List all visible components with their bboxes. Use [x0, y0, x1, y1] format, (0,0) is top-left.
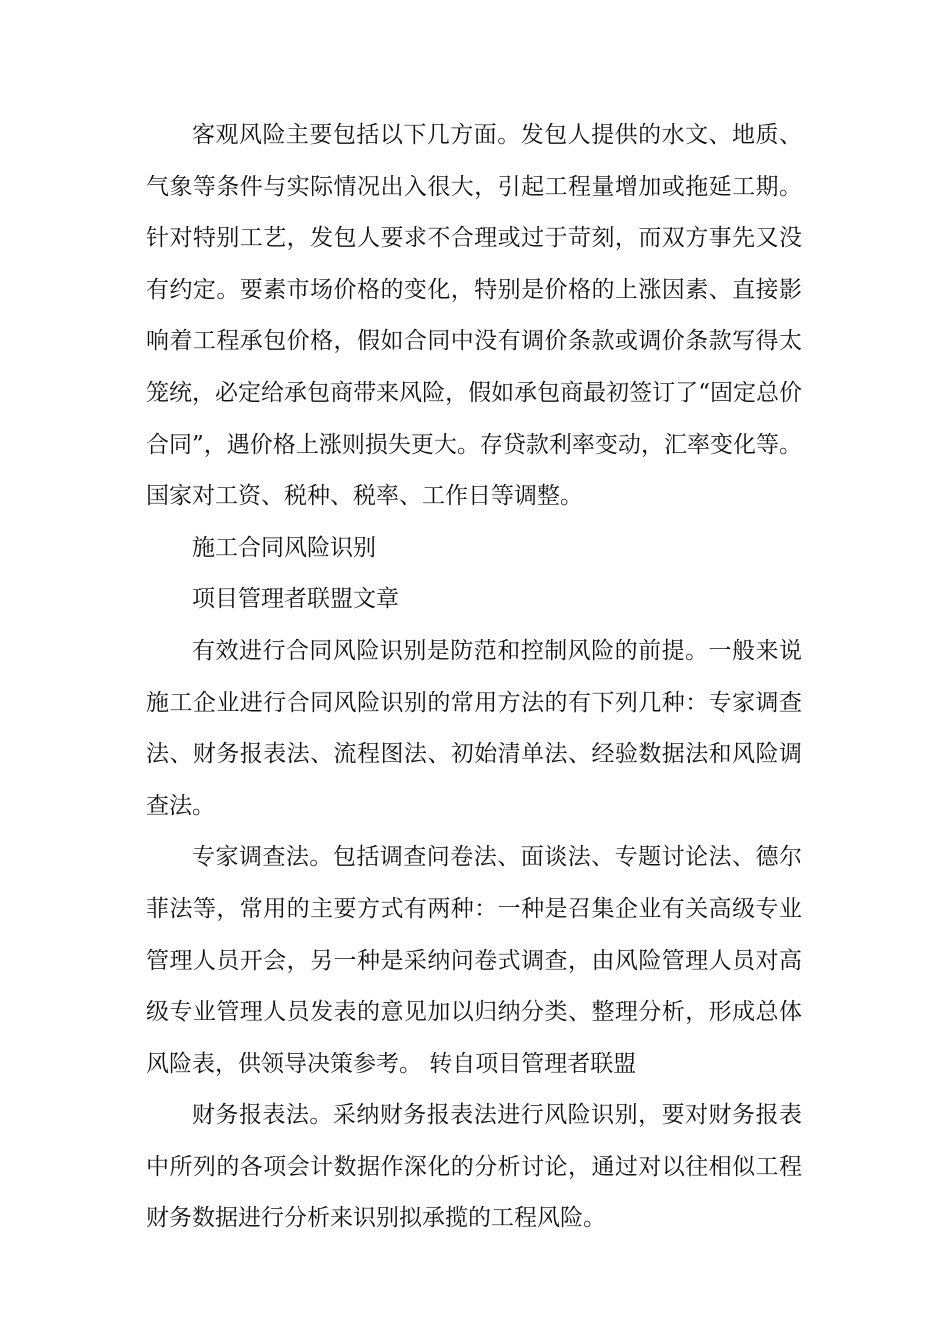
- source-note: 项目管理者联盟文章: [192, 586, 399, 613]
- heading-contract-risk-identification: 施工合同风险识别: [192, 534, 376, 561]
- document-body: [146, 110, 802, 1245]
- paragraph-identification-methods: 有效进行合同风险识别是防范和控制风险的前提。一般来说施工企业进行合同风险识别的常用方法的有下列几种：专家调查法、财务报表法、流程图法、初始清单法、经验数据法和风险调查法。: [146, 637, 802, 819]
- paragraph-financial-statements: 财务报表法。采纳财务报表法进行风险识别，要对财务报表中所列的各项会计数据作深化的分析讨论，通过对以往相似工程财务数据进行分析来识别拟承揽的工程风险。: [146, 1102, 802, 1232]
- paragraph-expert-survey: 专家调查法。包括调查问卷法、面谈法、专题讨论法、德尔菲法等，常用的主要方式有两种：一种是召集企业有关高级专业管理人员开会，另一种是采纳问卷式调查，由风险管理人员对高级专业管理人员发表的意见加以归纳分类、整理分析，形成总体风险表，供领导决策参考。 转自项目管理者联盟: [146, 844, 802, 1077]
- paragraph-objective-risks: 客观风险主要包括以下几方面。发包人提供的水文、地质、气象等条件与实际情况出入很大，引起工程量增加或拖延工期。针对特别工艺，发包人要求不合理或过于苛刻，而双方事先又没有约定。要素市场价格的变化，特别是价格的上涨因素、直接影响着工程承包价格，假如合同中没有调价条款或调价条款写得太笼统，必定给承包商带来风险，假如承包商最初签订了“固定总价合同”，遇价格上涨则损失更大。存贷款利率变动，汇率变化等。国家对工资、税种、税率、工作日等调整。: [146, 122, 802, 510]
